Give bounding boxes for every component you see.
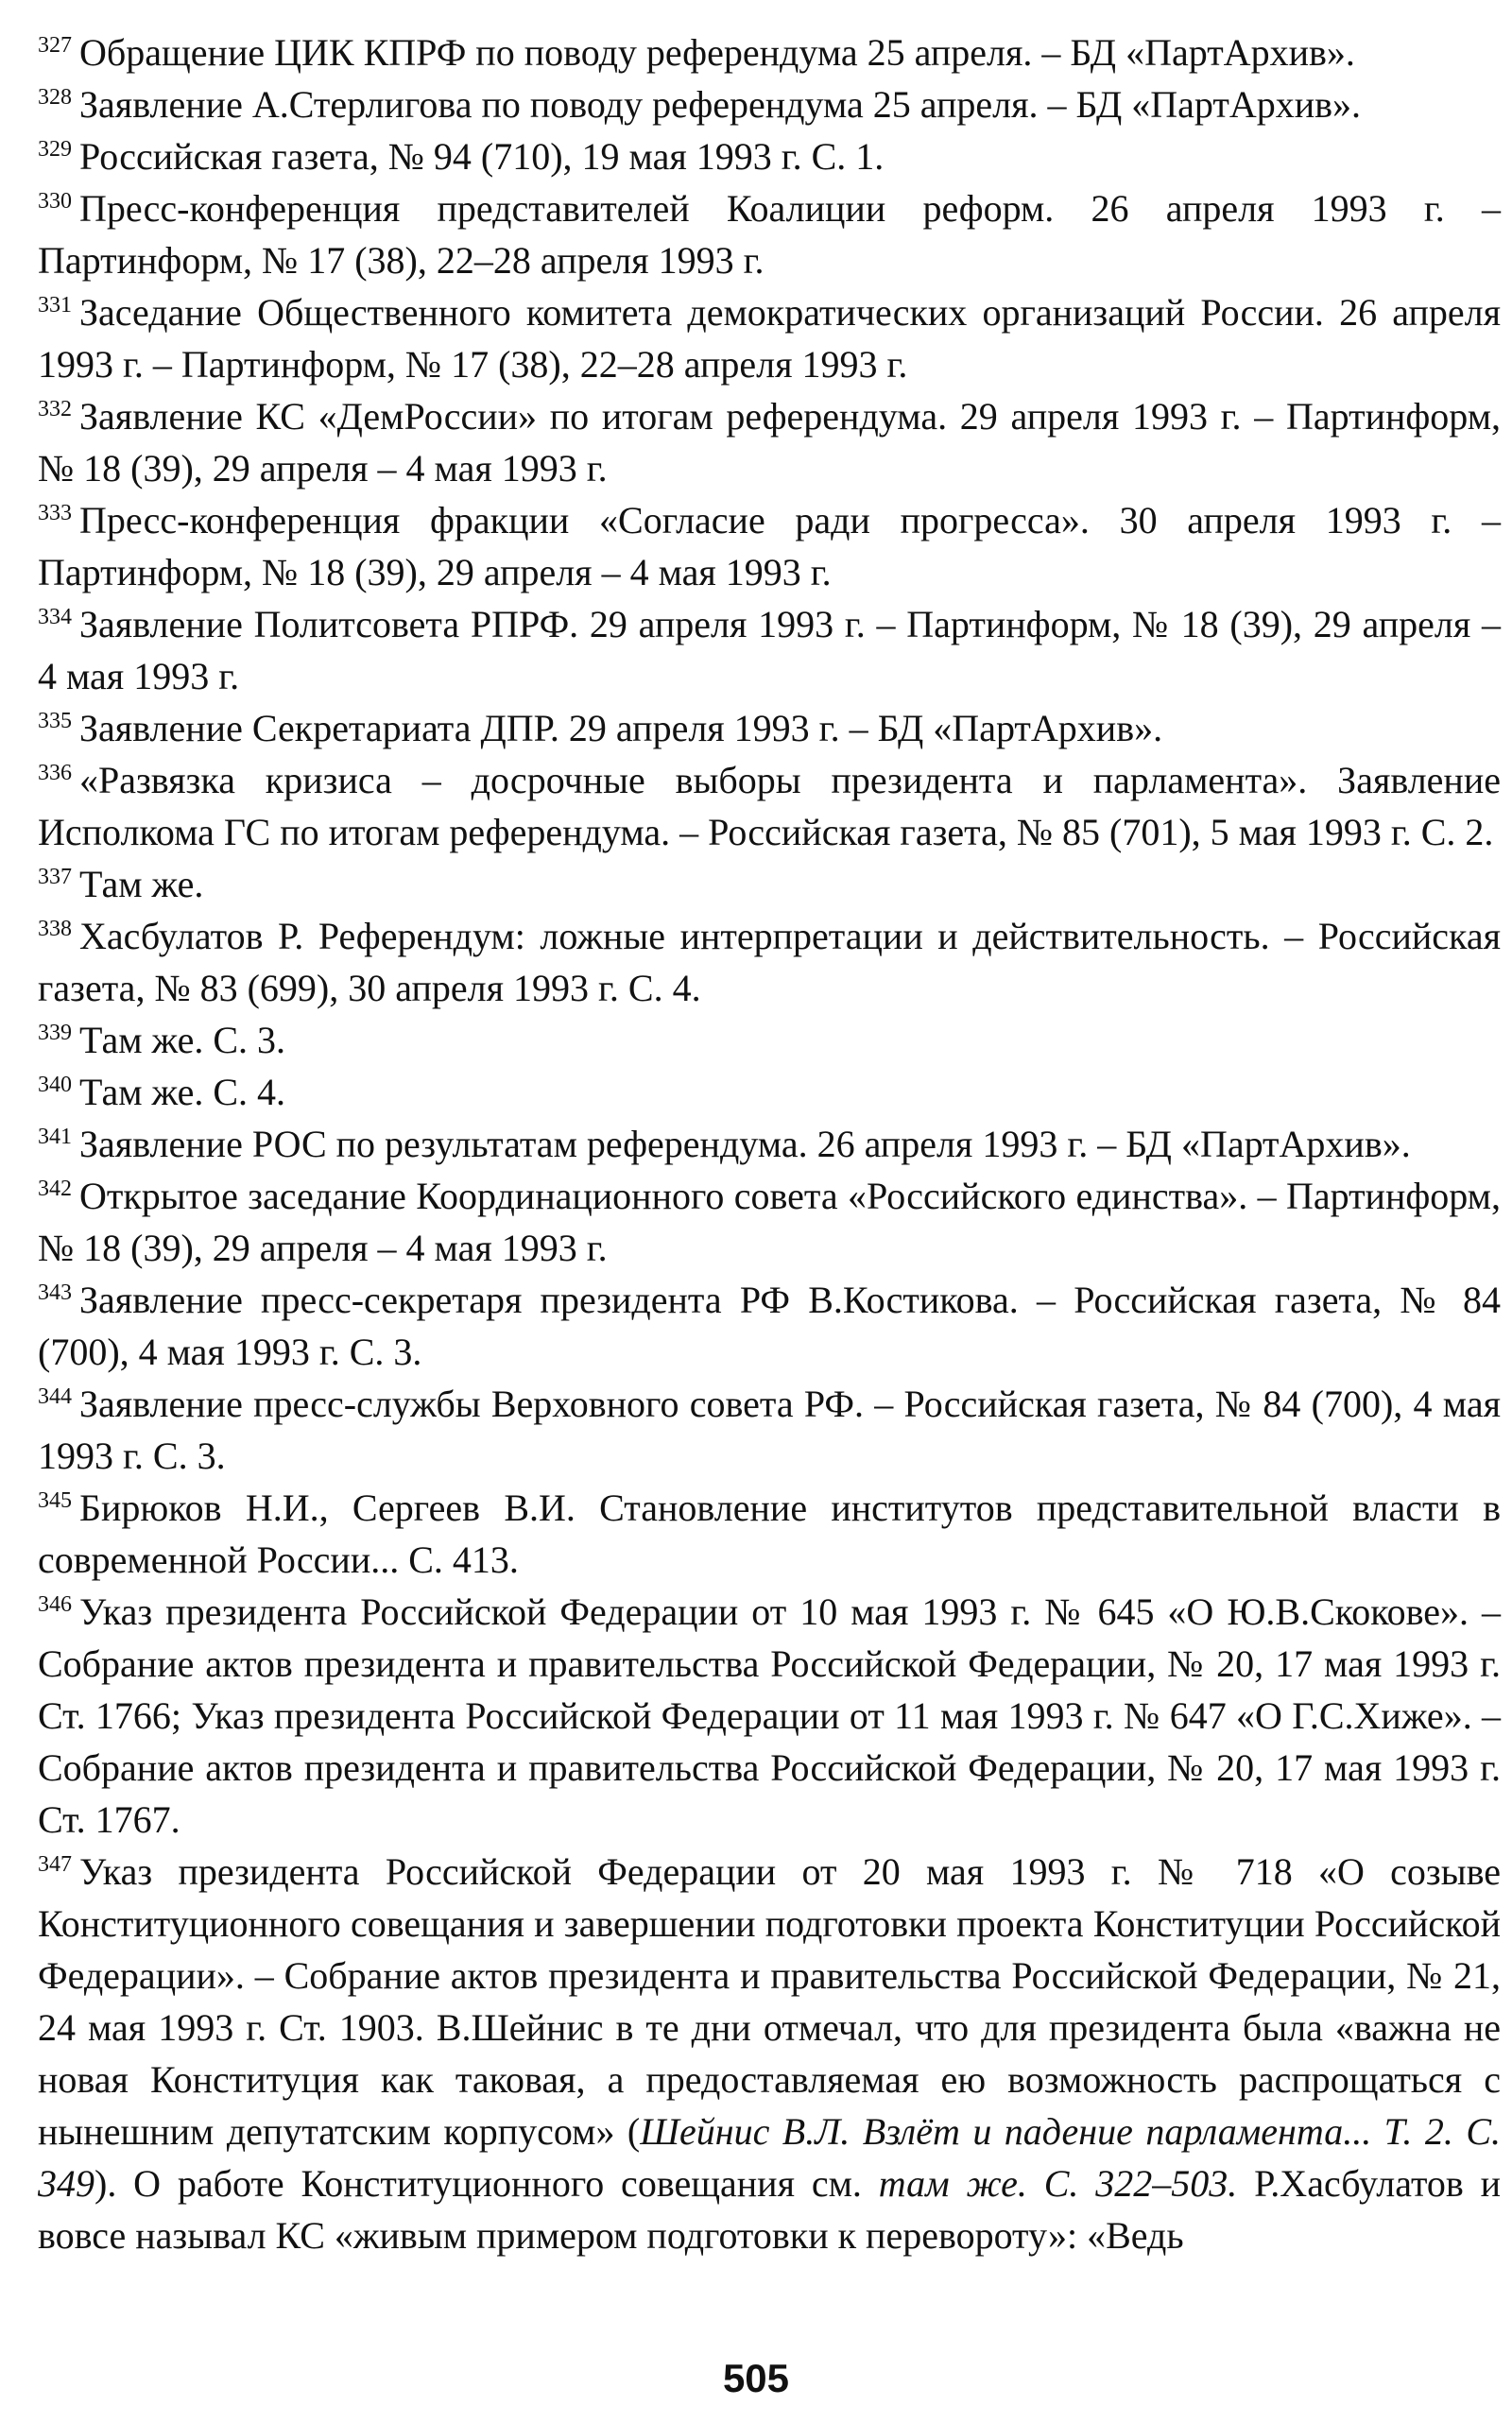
footnote-number: 337 — [38, 865, 72, 889]
footnote-number: 347 — [38, 1852, 72, 1877]
footnote-346 — [38, 1586, 1501, 1846]
footnote-text: Р.Хасбулатов и вовсе называл КС «живым примером подготовки к перевороту»: «Ведь — [38, 2162, 1502, 2257]
footnote-text: Пресс-конференция фракции «Согласие ради прогресса». 30 апреля 1993 г. – Партинформ, № 18 (39), 29 апреля – 4 мая 1993 г. — [38, 499, 1501, 593]
footnote-337 — [38, 858, 1501, 910]
footnote-text: ). О работе Конституционного совещания см. — [94, 2162, 879, 2205]
footnote-335 — [38, 702, 1501, 754]
footnote-text: Заседание Общественного комитета демократических организаций России. 26 апреля 1993 г. – Партинформ, № 17 (38), 22–28 апреля 1993 г. — [38, 291, 1501, 386]
footnote-number: 338 — [38, 917, 72, 941]
footnote-text: Заявление КС «ДемРоссии» по итогам референдума. 29 апреля 1993 г. – Партинформ, № 18 (39), 29 апреля – 4 мая 1993 г. — [38, 395, 1501, 490]
footnote-text: Хасбулатов Р. Референдум: ложные интерпретации и действительность. – Российская газета, № 83 (699), 30 апреля 1993 г. С. 4. — [38, 915, 1501, 1009]
footnote-italic-citation: Шейнис В.Л. Взлёт и падение парламента... Т. 2. С. 349 — [38, 2110, 1502, 2205]
footnote-text: Там же. С. 3. — [79, 1019, 286, 1061]
footnote-number: 328 — [38, 85, 72, 110]
footnote-number: 327 — [38, 33, 72, 58]
footnote-text: Заявление пресс-секретаря президента РФ В.Костикова. – Российская газета, № 84 (700), 4 мая 1993 г. С. 3. — [38, 1279, 1501, 1373]
footnote-327 — [38, 26, 1501, 78]
footnote-text: Бирюков Н.И., Сергеев В.И. Становление институтов представительной власти в современной России... С. 413. — [38, 1486, 1501, 1581]
footnote-number: 331 — [38, 293, 72, 318]
footnote-number: 335 — [38, 709, 72, 733]
footnote-340 — [38, 1066, 1501, 1118]
footnote-number: 329 — [38, 137, 72, 162]
footnote-text: Там же. С. 4. — [79, 1071, 286, 1113]
footnote-text: Указ президента Российской Федерации от 20 мая 1993 г. № 718 «О созыве Конституционного совещания и завершении подготовки проекта Конституции Российской Федерации». – Собрание актов президента и правительства Российской Федерации, № 21, 24 мая 1993 г. Ст. 1903. В.Шейнис в те дни отмечал, что для президента была «важна не новая Конституция как таковая, а предоставляемая ею возможность распрощаться с нынешним депутатским корпусом» ( — [38, 1850, 1501, 2153]
footnote-number: 332 — [38, 397, 72, 421]
footnote-329 — [38, 130, 1501, 182]
footnote-text: Указ президента Российской Федерации от 10 мая 1993 г. № 645 «О Ю.В.Скокове». – Собрание актов президента и правительства Российской Федерации, № 20, 17 мая 1993 г. Ст. 1766; Указ президента Российской Федерации от 11 мая 1993 г. № 647 «О Г.С.Хиже». – Собрание актов президента и правительства Российской Федерации, № 20, 17 мая 1993 г. Ст. 1767. — [38, 1590, 1501, 1841]
footnote-number: 346 — [38, 1592, 72, 1617]
footnote-text: Заявление РОС по результатам референдума. 26 апреля 1993 г. – БД «ПартАрхив». — [79, 1123, 1411, 1165]
footnote-336 — [38, 754, 1501, 858]
footnotes-column — [38, 26, 1501, 2261]
footnote-number: 344 — [38, 1384, 72, 1409]
footnote-345 — [38, 1482, 1501, 1586]
footnote-331 — [38, 286, 1501, 390]
footnote-347 — [38, 1846, 1501, 2261]
footnote-text: Заявление пресс-службы Верховного совета РФ. – Российская газета, № 84 (700), 4 мая 1993 г. С. 3. — [38, 1383, 1501, 1477]
footnote-text: Пресс-конференция представителей Коалиции реформ. 26 апреля 1993 г. – Партинформ, № 17 (38), 22–28 апреля 1993 г. — [38, 187, 1501, 282]
footnote-number: 342 — [38, 1177, 72, 1201]
footnote-number: 340 — [38, 1073, 72, 1097]
footnote-number: 341 — [38, 1125, 72, 1149]
footnote-text: Там же. — [79, 863, 204, 905]
footnote-338 — [38, 910, 1501, 1014]
footnote-number: 334 — [38, 605, 72, 629]
footnote-number: 339 — [38, 1021, 72, 1045]
footnote-number: 345 — [38, 1488, 72, 1513]
footnote-341 — [38, 1118, 1501, 1170]
footnote-text: Заявление Политсовета РПРФ. 29 апреля 1993 г. – Партинформ, № 18 (39), 29 апреля – 4 мая 1993 г. — [38, 603, 1501, 697]
footnote-number: 343 — [38, 1280, 72, 1305]
footnote-text: «Развязка кризиса – досрочные выборы президента и парламента». Заявление Исполкома ГС по итогам референдума. – Российская газета, № 85 (701), 5 мая 1993 г. С. 2. — [38, 759, 1501, 853]
footnote-text: Обращение ЦИК КПРФ по поводу референдума 25 апреля. – БД «ПартАрхив». — [79, 31, 1355, 74]
footnote-343 — [38, 1274, 1501, 1378]
footnote-342 — [38, 1170, 1501, 1274]
footnote-330 — [38, 182, 1501, 286]
page-number: 505 — [722, 2356, 790, 2400]
footnote-328 — [38, 78, 1501, 130]
footnote-334 — [38, 598, 1501, 702]
footnote-333 — [38, 494, 1501, 598]
footnote-344 — [38, 1378, 1501, 1482]
footnote-text: Российская газета, № 94 (710), 19 мая 1993 г. С. 1. — [79, 135, 885, 178]
footnote-339 — [38, 1014, 1501, 1066]
footnote-332 — [38, 390, 1501, 494]
footnote-italic-citation: там же. С. 322–503. — [878, 2162, 1238, 2205]
footnote-number: 333 — [38, 501, 72, 525]
footnote-text: Открытое заседание Координационного совета «Российского единства». – Партинформ, № 18 (39), 29 апреля – 4 мая 1993 г. — [38, 1175, 1501, 1269]
footnote-number: 330 — [38, 189, 72, 214]
footnote-text: Заявление А.Стерлигова по поводу референдума 25 апреля. – БД «ПартАрхив». — [79, 83, 1362, 126]
footnote-number: 336 — [38, 761, 72, 785]
footnote-text: Заявление Секретариата ДПР. 29 апреля 1993 г. – БД «ПартАрхив». — [79, 707, 1163, 749]
